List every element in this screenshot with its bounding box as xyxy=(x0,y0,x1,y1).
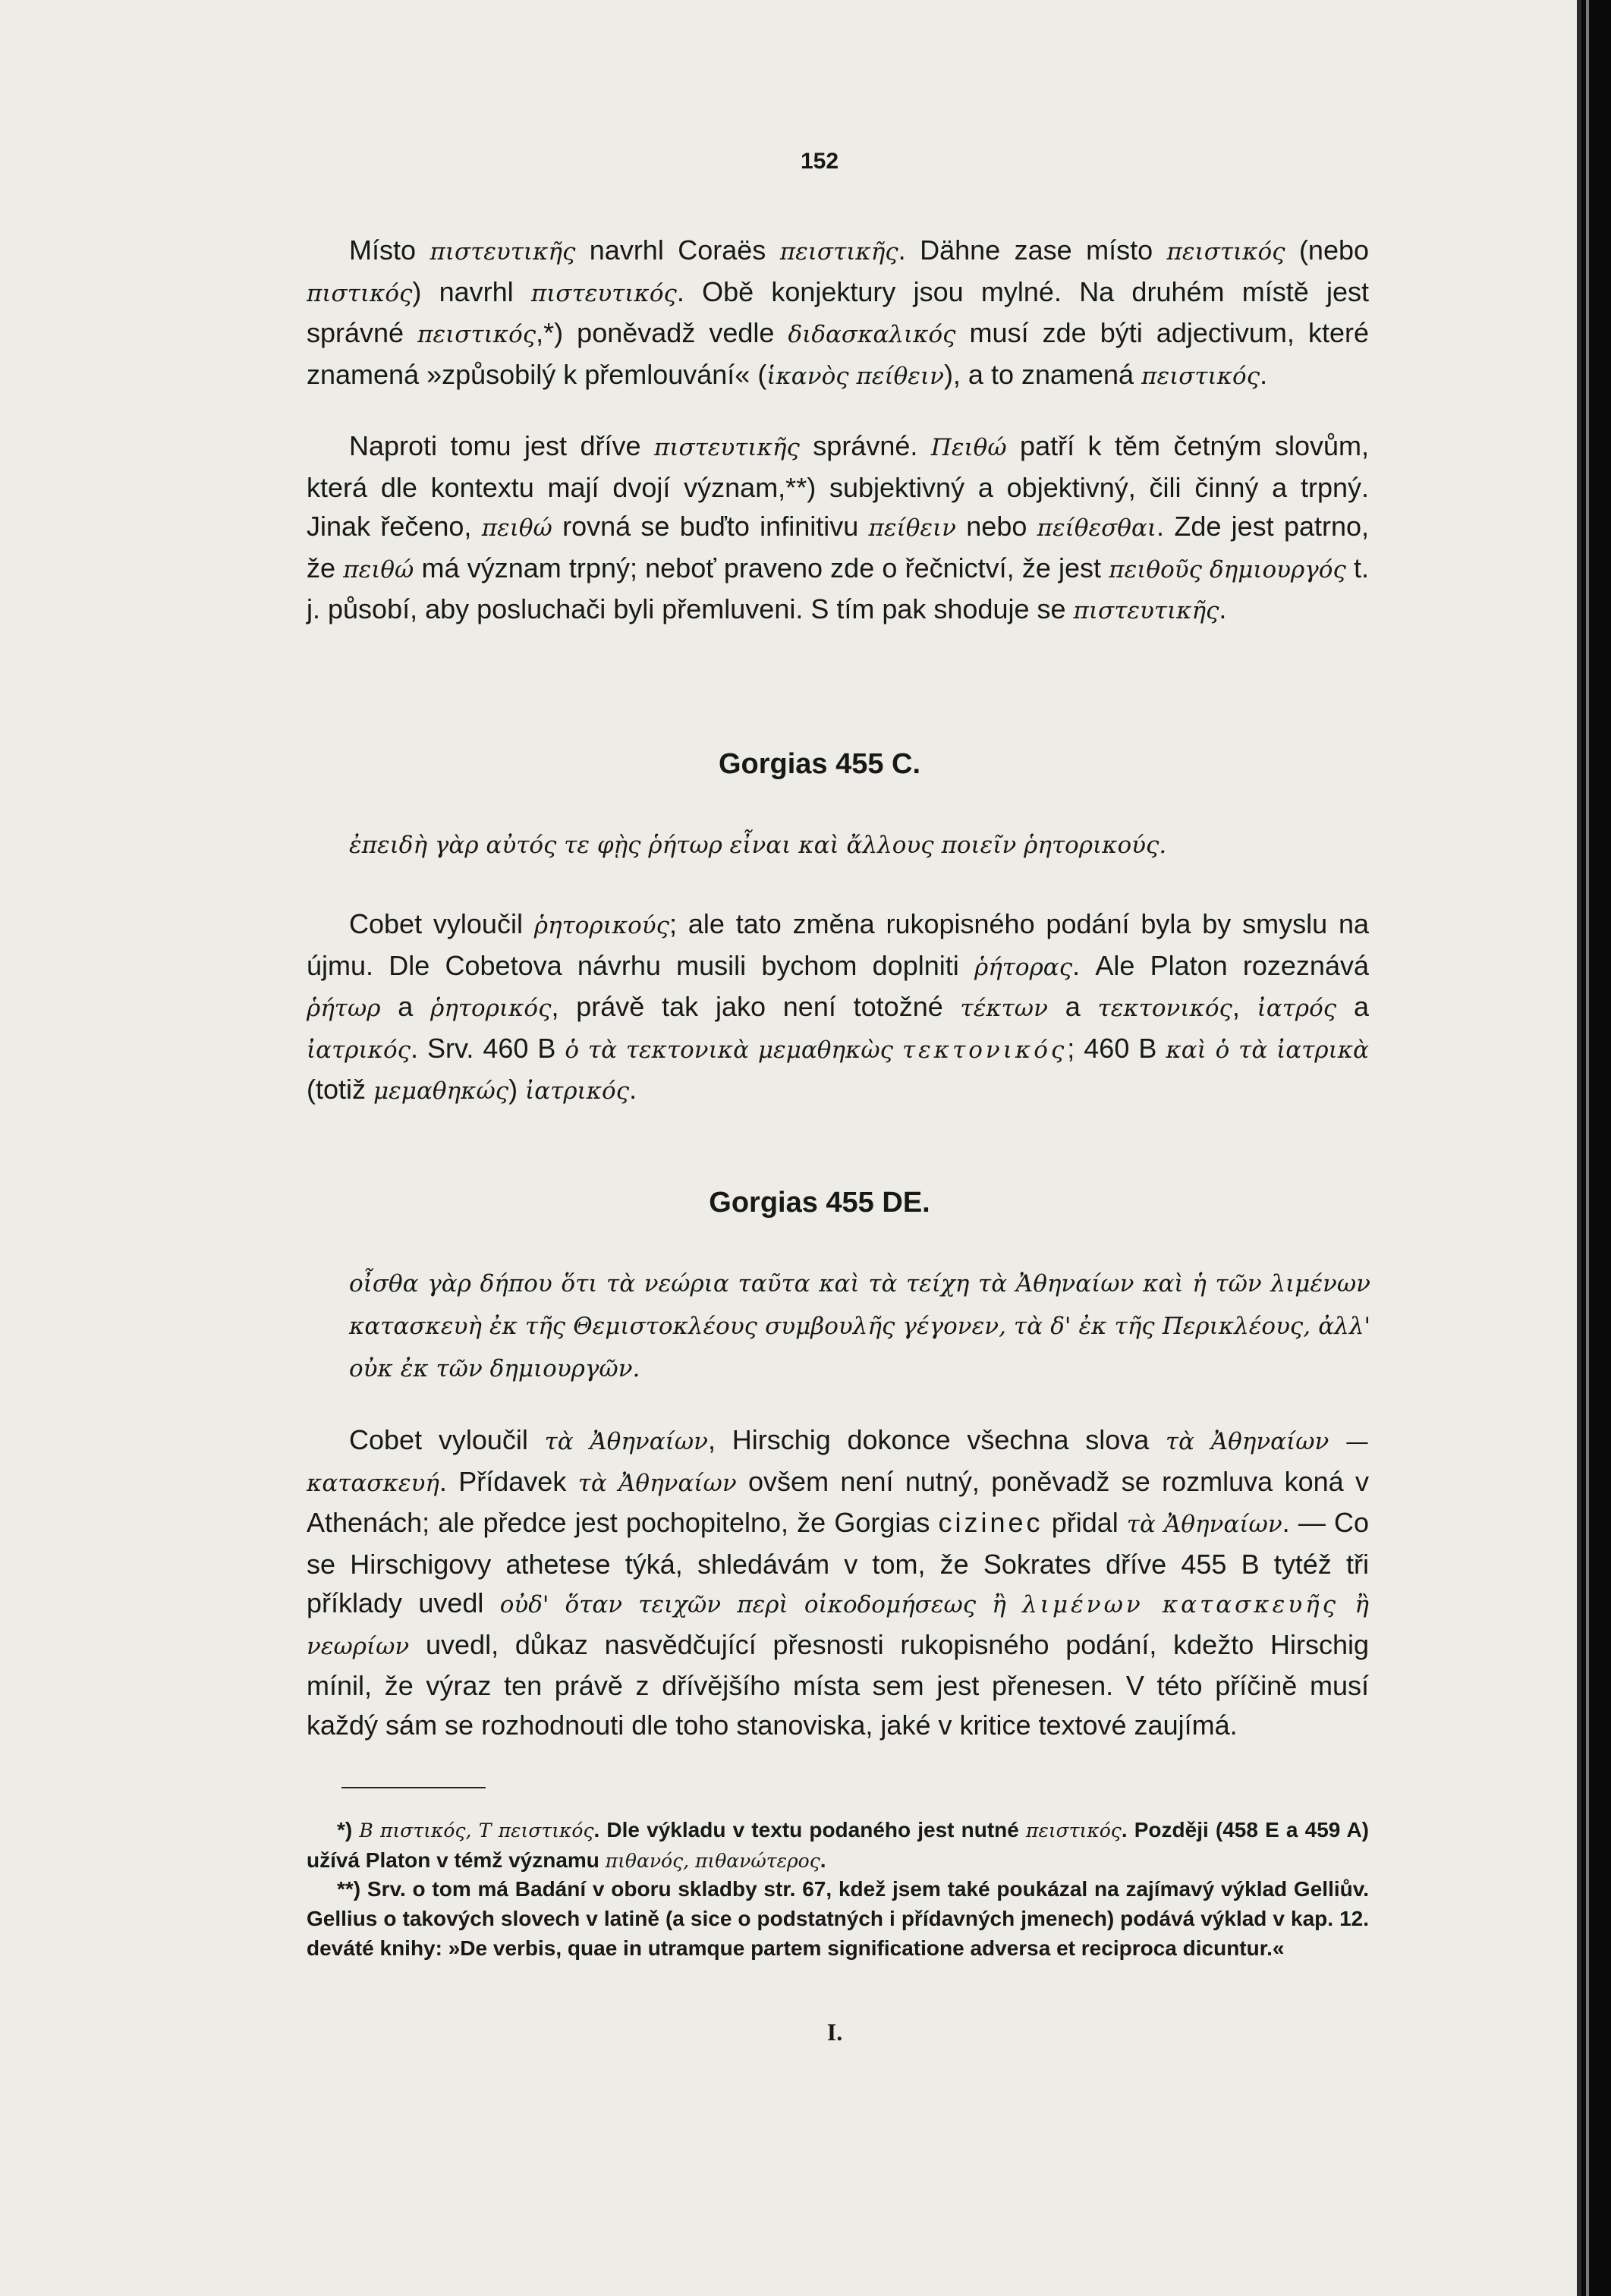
greek-quote-455c: ἐπειδὴ γὰρ αὐτός τε φῂς ῥήτωρ εἶναι καὶ ἄλλους ποιεῖν ῥητορικούς. xyxy=(349,832,1167,859)
section-heading-455c: Gorgias 455 C. xyxy=(718,748,921,780)
paragraph-cobet-athenaion: Cobet vyloučil τὰ Ἀθηναίων, Hirschig dokonce všechna slova τὰ Ἀθηναίων — κατασκευή. Přídavek τὰ Ἀθηναίων ovšem není nutný, poněvadž se rozmluva koná v Athenách; ale předce jest pochopitelno, že Gorgias cizinec přidal τὰ Ἀθηναίων. — Co se Hirschigovy athetese týká, shledávám v tom, že Sokrates dříve 455 B tytéž tři příklady uvedl οὐδ' ὅταν τειχῶν περὶ οἰκοδομήσεως ἢ λιμένων κατασκευῆς ἢ νεωρίων uvedl, důkaz nasvědčující přesnosti rukopisného podání, kdežto Hirschig mínil, že výraz ten právě z dřívějšího místa sem jest přenesen. V této příčině musí každý sám se rozhodnouti dle toho stanoviska, jaké v kritice textové zaujímá. xyxy=(307,1424,1369,1741)
paragraph-cobet-rhetorikous: Cobet vyloučil ῥητορικούς; ale tato změna rukopisného podání byla by smyslu na újmu. Dle Cobetova návrhu musili bychom doplniti ῥήτορας. Ale Platon rozeznává ῥήτωρ a ῥητορικός, právě tak jako není totožné τέκτων a τεκτονικός, ἰατρός a ἰατρικός. Srv. 460 B ὁ τὰ τεκτονικὰ μεμαθηκὼς τεκτονικός; 460 B καὶ ὁ τὰ ἰατρικὰ (totiž μεμαθηκώς) ἰατρικός. xyxy=(307,908,1369,1105)
paragraph-coraes: Místo πιστευτικῆς navrhl Coraës πειστικῆς. Dähne zase místo πειστικός (nebo πιστικός) navrhl πιστευτικός. Obě konjektury jsou mylné. Na druhém místě jest správné πειστικός,*) poněvadž vedle διδασκαλικός musí zde býti adjectivum, které znamená »způsobilý k přemlouvání« (ἱκανὸς πείθειν), a to znamená πειστικός. xyxy=(307,234,1370,390)
printer-signature: I. xyxy=(826,2018,843,2046)
paragraph-peitho: Naproti tomu jest dříve πιστευτικῆς správné. Πειθώ patří k těm četným slovům, která dle kontextu mají dvojí význam,**) subjektivný a objektivný, čili činný a trpný. Jinak řečeno, πειθώ rovná se buďto infinitivu πείθειν nebo πείθεσθαι. Zde jest patrno, že πειθώ má význam trpný; neboť praveno zde o řečnictví, že jest πειθοῦς δημιουργός t. j. působí, aby posluchači byli přemluveni. S tím pak shoduje se πιστευτικῆς. xyxy=(307,430,1370,624)
footnote-2: **) Srv. o tom má Badání v oboru skladby str. 67, kdež jsem také poukázal na zajímavý výklad Gelliův. Gellius o takových slovech v latině (a sice o podstatných i přídavných jmenech) podává výklad v kap. 12. deváté knihy: »De verbis, quae in utramque partem significatione adversa et reciproca dicuntur.« xyxy=(307,1877,1369,1960)
section-heading-455de: Gorgias 455 DE. xyxy=(709,1187,930,1219)
greek-quote-455de: οἶσθα γὰρ δήπου ὅτι τὰ νεώρια ταῦτα καὶ τὰ τείχη τὰ Ἀθηναίων καὶ ἡ τῶν λιμένων κατασκευὴ ἐκ τῆς Θεμιστοκλέους συμβουλῆς γέγονεν, τὰ δ' ἐκ τῆς Περικλέους, ἀλλ' οὐκ ἐκ τῶν δημιουργῶν. xyxy=(349,1270,1370,1382)
footnote-1: *) B πιστικός, T πειστικός. Dle výkladu v textu podaného jest nutné πειστικός. Později (458 E a 459 A) užívá Platon v témž významu πιθανός, πιθανώτερος. xyxy=(307,1818,1370,1872)
scan-edge-bar xyxy=(1577,0,1581,2296)
page-number: 152 xyxy=(800,149,839,174)
footnote-separator xyxy=(341,1787,486,1788)
scan-edge-line xyxy=(1586,0,1589,2296)
